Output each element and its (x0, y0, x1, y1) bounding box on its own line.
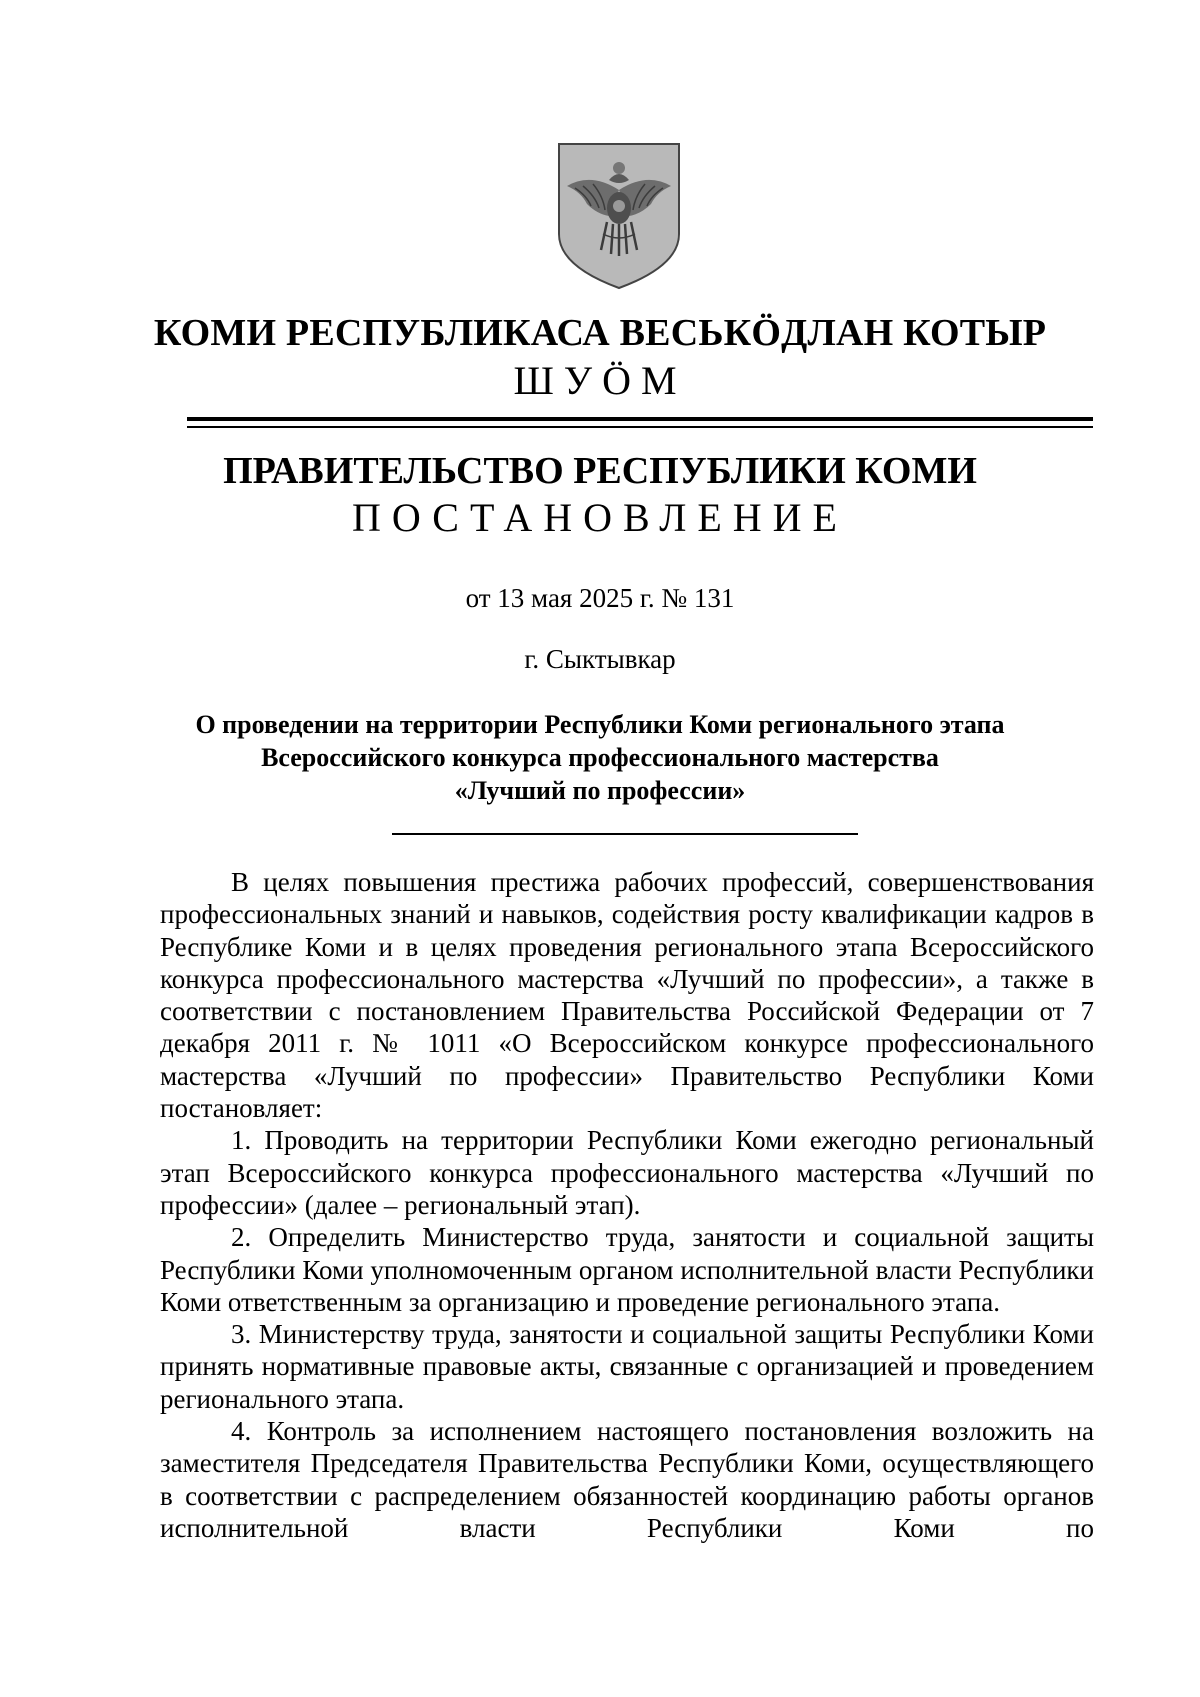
document-date-number: от 13 мая 2025 г. № 131 (465, 583, 735, 613)
komi-government-title: КОМИ РЕСПУБЛИКАСА ВЕСЬКӦДЛАН КОТЫР (153, 312, 1047, 354)
document-type: ПОСТАНОВЛЕНИЕ (352, 495, 848, 540)
subject-line-3: «Лучший по профессии» (454, 776, 746, 805)
subject-line-1: О проведении на территории Республики Коми регионального этапа (195, 710, 1005, 739)
item-3-paragraph: 3. Министерству труда, занятости и социальной защиты Республики Коми принять нормативные правовые акты, связанные с организацией и проведением регионального этапа. (160, 1319, 1094, 1414)
subject-underline (392, 833, 858, 835)
subject-line-2: Всероссийского конкурса профессионального мастерства (261, 743, 939, 772)
item-4-paragraph: 4. Контроль за исполнением настоящего постановления возложить на заместителя Председателя Правительства Республики Коми, осуществляющего в соответствии с распределением обязанностей координацию работы органов исполнительной власти Республики Коми по (160, 1416, 1094, 1543)
preamble-paragraph: В целях повышения престижа рабочих профессий, совершенствования профессиональных знаний и навыков, содействия росту квалификации кадров в Республике Коми и в целях проведения регионального этапа Всероссийского конкурса профессионального мастерства «Лучший по профессии», а также в соответствии с постановлением Правительства Российской Федерации от 7 декабря 2011 г. № 1011 «О Всероссийском конкурсе профессионального мастерства «Лучший по профессии» Правительство Республики Коми постановляет: (160, 867, 1094, 1124)
komi-document-type: ШУӦМ (513, 358, 687, 403)
document-city: г. Сыктывкар (524, 644, 676, 674)
item-2-paragraph: 2. Определить Министерство труда, занятости и социальной защиты Республики Коми уполномоченным органом исполнительной власти Республики Коми ответственным за организацию и проведение регионального этапа. (160, 1222, 1094, 1317)
header-divider-thin (187, 426, 1093, 428)
document-subject (0, 708, 1200, 807)
komi-coat-of-arms-icon (557, 142, 681, 290)
item-1-paragraph: 1. Проводить на территории Республики Коми ежегодно региональный этап Всероссийского конкурса профессионального мастерства «Лучший по профессии» (далее – региональный этап). (160, 1125, 1094, 1220)
header-divider-thick (187, 417, 1093, 421)
government-title: ПРАВИТЕЛЬСТВО РЕСПУБЛИКИ КОМИ (223, 450, 977, 492)
document-body (160, 866, 1094, 1544)
